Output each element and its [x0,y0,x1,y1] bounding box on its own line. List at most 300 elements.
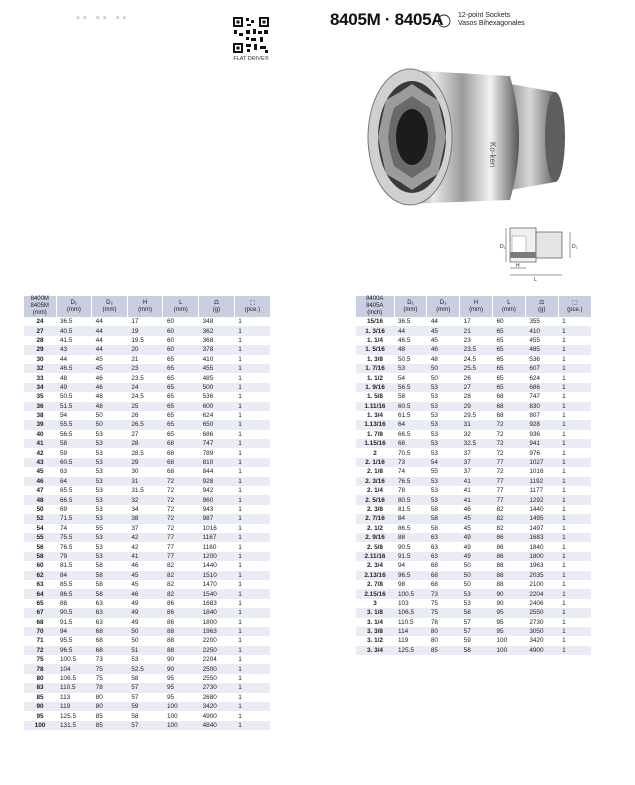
size-cell: 2. 1/16 [356,458,394,467]
table-cell: 95 [163,674,199,683]
size-cell: 2. 9/16 [356,533,394,542]
socket-photo [350,62,570,212]
table-row [24,533,270,542]
table-cell: 85.5 [56,580,92,589]
table-cell: 42 [127,542,163,551]
table-cell: 747 [525,392,558,401]
table-row [356,402,591,411]
column-header-line: L [507,299,511,306]
column-header-line: (mm) [32,310,47,316]
table-cell: 37 [460,467,493,476]
table-cell: 2500 [199,664,235,673]
table-cell: 31 [127,477,163,486]
size-cell: 67 [24,608,56,617]
table-cell: 1177 [525,486,558,495]
table-cell: 95 [492,608,525,617]
table-cell: 1 [558,589,591,598]
table-cell: 103 [394,599,427,608]
table-row [356,646,591,655]
table-cell: 1 [558,402,591,411]
table-cell: 68 [92,636,128,645]
table-cell: 80 [92,702,128,711]
table-cell: 82 [163,580,199,589]
table-cell: 1 [234,533,270,542]
table-cell: 355 [525,317,558,326]
table-cell: 59 [56,448,92,457]
size-cell: 3 [356,599,394,608]
table-cell: 45 [127,571,163,580]
table-cell: 1 [234,674,270,683]
size-cell: 50 [24,505,56,514]
table-cell: 928 [525,420,558,429]
table-row [24,721,270,730]
table-cell: 77 [492,477,525,486]
table-cell: 94 [394,561,427,570]
table-cell: 60 [163,326,199,335]
table-cell: 59 [127,702,163,711]
table-cell: 1 [234,439,270,448]
column-header [163,296,199,317]
table-cell: 26 [127,411,163,420]
table-cell: 100 [163,721,199,730]
table-cell: 49 [127,618,163,627]
table-cell: 27 [127,430,163,439]
table-row [356,467,591,476]
table-cell: 1 [234,411,270,420]
table-cell: 4900 [199,711,235,720]
size-cell: 2. 3/8 [356,505,394,514]
table-cell: 58 [92,580,128,589]
table-cell: 28.5 [127,448,163,457]
table-cell: 1 [558,627,591,636]
table-cell: 72 [163,477,199,486]
table-cell: 37 [460,448,493,457]
table-cell: 60.5 [394,402,427,411]
table-cell: 46.5 [394,336,427,345]
table-cell: 31.5 [127,486,163,495]
table-cell: 1167 [199,533,235,542]
table-cell: 65 [492,336,525,345]
column-header-line: (pce.) [244,306,261,313]
table-cell: 20 [127,345,163,354]
table-cell: 1 [234,571,270,580]
table-cell: 65 [163,373,199,382]
table-cell: 104 [56,664,92,673]
table-cell: 44 [92,345,128,354]
table-cell: 50 [460,571,493,580]
table-cell: 21 [460,326,493,335]
size-cell: 2.11/16 [356,552,394,561]
table-cell: 3050 [525,627,558,636]
table-row [24,514,270,523]
table-cell: 82 [492,524,525,533]
table-cell: 58 [92,571,128,580]
column-header-line: (mm) [102,306,117,313]
table-cell: 88 [492,580,525,589]
description-line-en: 12-point Sockets [458,12,511,19]
table-cell: 40.5 [56,326,92,335]
column-header-line: D₁ [407,299,414,306]
table-cell: 2406 [525,599,558,608]
table-cell: 65 [163,392,199,401]
table-cell: 1 [558,505,591,514]
table-cell: 44 [92,317,128,326]
column-header-line: (g) [212,306,221,313]
table-cell: 91.5 [394,552,427,561]
table-cell: 82 [163,571,199,580]
size-cell: 1. 3/8 [356,355,394,364]
size-cell: 54 [24,524,56,533]
size-cell: 3. 1/2 [356,636,394,645]
size-cell: 1. 7/8 [356,430,394,439]
table-cell: 53 [92,430,128,439]
size-cell: 70 [24,627,56,636]
table-cell: 650 [199,420,235,429]
brand-logo: ▪▪ ▪▪ ▪▪ [76,12,130,24]
table-row [24,420,270,429]
table-cell: 45 [427,336,460,345]
column-header-line: (pce.) [567,306,583,313]
size-cell: 1.15/16 [356,439,394,448]
table-cell: 485 [199,373,235,382]
size-cell: 2 [356,448,394,457]
table-cell: 75 [427,608,460,617]
table-cell: 53 [127,655,163,664]
column-header-line: (mm) [66,306,81,313]
table-cell: 85 [92,721,128,730]
table-row [356,599,591,608]
table-cell: 55 [92,524,128,533]
table-cell: 1 [234,402,270,411]
table-header [24,296,270,317]
table-cell: 106.5 [394,608,427,617]
table-row [24,561,270,570]
table-cell: 58 [427,505,460,514]
table-cell: 65 [163,355,199,364]
table-cell: 1 [558,542,591,551]
table-cell: 1 [558,599,591,608]
table-row [24,580,270,589]
size-cell: 32 [24,364,56,373]
table-cell: 1160 [199,542,235,551]
table-cell: 68 [163,448,199,457]
table-cell: 1 [558,552,591,561]
table-cell: 810 [199,458,235,467]
table-row [356,524,591,533]
table-row [356,495,591,504]
table-cell: 54 [56,411,92,420]
table-row [24,711,270,720]
table-cell: 80 [427,627,460,636]
metric-size-table [24,296,270,730]
table-cell: 53 [427,402,460,411]
table-cell: 58 [127,711,163,720]
size-cell: 2.15/16 [356,589,394,598]
table-cell: 72 [163,495,199,504]
table-cell: 69 [56,505,92,514]
table-cell: 1 [558,326,591,335]
table-cell: 29 [127,458,163,467]
table-cell: 90.5 [394,542,427,551]
table-cell: 28 [460,392,493,401]
table-cell: 63 [92,599,128,608]
table-cell: 1 [558,420,591,429]
table-row [24,599,270,608]
size-cell: 2. 1/8 [356,467,394,476]
table-cell: 53 [427,448,460,457]
table-cell: 48 [56,373,92,382]
column-header-line: H [142,299,148,306]
table-cell: 1963 [199,627,235,636]
table-row [24,467,270,476]
table-row [356,486,591,495]
table-cell: 76.5 [56,542,92,551]
table-cell: 26 [460,373,493,382]
qr-label: FLAT DRIVE® [233,56,269,62]
size-cell: 2. 1/4 [356,486,394,495]
table-cell: 95 [492,618,525,627]
table-cell: 80 [92,693,128,702]
table-cell: 1 [558,495,591,504]
size-cell: 1.11/16 [356,402,394,411]
product-description [458,12,525,28]
table-cell: 686 [199,430,235,439]
table-cell: 1 [558,364,591,373]
size-cell: 100 [24,721,56,730]
column-header-line: (g) [538,306,546,313]
table-cell: 1 [234,392,270,401]
table-cell: 1192 [525,477,558,486]
size-cell: 63 [24,580,56,589]
table-cell: 1495 [525,514,558,523]
table-cell: 60 [492,317,525,326]
table-cell: 60 [163,317,199,326]
table-cell: 44 [427,317,460,326]
table-cell: 37 [127,524,163,533]
table-cell: 44 [92,336,128,345]
table-cell: 1 [558,467,591,476]
size-cell: 90 [24,702,56,711]
table-cell: 1016 [199,524,235,533]
table-cell: 78 [427,618,460,627]
size-cell: 1. 7/16 [356,364,394,373]
size-cell: 2. 3/16 [356,477,394,486]
table-cell: 1 [234,448,270,457]
size-cell: 40 [24,430,56,439]
table-cell: 53 [460,599,493,608]
table-cell: 72 [163,486,199,495]
column-header [356,296,394,317]
table-cell: 96.5 [56,646,92,655]
column-header [492,296,525,317]
table-cell: 68 [92,627,128,636]
table-cell: 100.5 [394,589,427,598]
table-cell: 53 [427,392,460,401]
table-cell: 2730 [525,618,558,627]
table-cell: 95 [492,627,525,636]
table-row [24,571,270,580]
table-cell: 1 [234,486,270,495]
table-row [356,571,591,580]
table-cell: 80 [427,636,460,645]
table-cell: 95 [163,693,199,702]
table-cell: 68 [492,392,525,401]
table-cell: 63 [56,467,92,476]
table-cell: 1 [234,608,270,617]
table-cell: 82 [492,514,525,523]
size-cell: 35 [24,392,56,401]
table-cell: 90 [163,655,199,664]
table-row [356,514,591,523]
table-cell: 1 [558,561,591,570]
table-cell: 53 [92,505,128,514]
size-cell: 29 [24,345,56,354]
table-row [24,458,270,467]
table-cell: 24.5 [460,355,493,364]
table-cell: 1963 [525,561,558,570]
table-cell: 86 [492,552,525,561]
size-cell: 2. 7/16 [356,514,394,523]
size-cell: 56 [24,542,56,551]
table-cell: 68 [492,411,525,420]
column-header [199,296,235,317]
table-cell: 53 [92,448,128,457]
table-cell: 64 [394,420,427,429]
table-cell: 1683 [199,599,235,608]
table-row [24,608,270,617]
table-cell: 41 [460,477,493,486]
table-cell: 100 [492,636,525,645]
table-cell: 23 [127,364,163,373]
table-cell: 31 [460,420,493,429]
size-cell: 30 [24,355,56,364]
table-cell: 1 [558,477,591,486]
table-cell: 53 [92,477,128,486]
table-cell: 125.5 [56,711,92,720]
table-cell: 50.5 [394,355,427,364]
table-row [356,618,591,627]
table-cell: 32 [460,430,493,439]
size-cell: 62 [24,571,56,580]
table-cell: 75 [92,674,128,683]
table-cell: 348 [199,317,235,326]
table-cell: 29.5 [460,411,493,420]
table-cell: 48 [92,402,128,411]
table-cell: 74 [56,524,92,533]
table-cell: 1800 [525,552,558,561]
table-cell: 1 [558,458,591,467]
table-cell: 1 [558,317,591,326]
table-cell: 85 [92,711,128,720]
table-cell: 125.5 [394,646,427,655]
table-row [24,392,270,401]
table-cell: 95 [163,683,199,692]
table-cell: 75.5 [56,533,92,542]
table-row [24,326,270,335]
table-cell: 53 [427,439,460,448]
table-row [356,589,591,598]
table-row [24,664,270,673]
table-cell: 1440 [525,505,558,514]
table-cell: 1 [234,711,270,720]
column-header-line: ⬚ [249,299,256,306]
table-cell: 1 [234,561,270,570]
table-cell: 84 [56,571,92,580]
size-cell: 2. 7/8 [356,580,394,589]
table-cell: 49 [460,552,493,561]
table-cell: 65 [163,411,199,420]
table-cell: 1 [234,618,270,627]
table-cell: 72 [163,524,199,533]
column-header [234,296,270,317]
table-row [24,674,270,683]
table-cell: 789 [199,448,235,457]
table-cell: 56.5 [56,430,92,439]
table-cell: 1 [558,608,591,617]
table-cell: 410 [525,326,558,335]
table-cell: 24.5 [127,392,163,401]
table-cell: 52.5 [127,664,163,673]
size-cell: 43 [24,458,56,467]
qr-code-icon [232,16,270,54]
table-cell: 63 [92,608,128,617]
table-cell: 17 [460,317,493,326]
table-row [356,383,591,392]
table-cell: 68 [394,439,427,448]
table-cell: 58 [92,561,128,570]
size-cell: 1. 3/4 [356,411,394,420]
table-cell: 455 [199,364,235,373]
twelve-point-icon [437,14,451,28]
table-cell: 98 [394,580,427,589]
table-cell: 46 [460,505,493,514]
table-cell: 2730 [199,683,235,692]
column-header-line: L [179,299,183,306]
table-row [24,355,270,364]
table-cell: 1 [234,636,270,645]
table-cell: 1 [558,571,591,580]
table-cell: 1 [558,636,591,645]
table-cell: 24 [127,383,163,392]
column-header-line: (inch) [367,310,383,316]
size-cell: 83 [24,683,56,692]
table-cell: 58 [427,524,460,533]
size-cell: 65 [24,599,56,608]
size-cell: 71 [24,636,56,645]
table-cell: 70.5 [394,448,427,457]
size-cell: 1. 9/16 [356,383,394,392]
table-row [356,505,591,514]
table-cell: 61.5 [394,411,427,420]
table-cell: 49 [127,599,163,608]
table-cell: 1683 [525,533,558,542]
size-cell: 68 [24,618,56,627]
table-cell: 55 [427,467,460,476]
table-cell: 1 [558,646,591,655]
table-cell: 1 [234,430,270,439]
table-cell: 2250 [199,646,235,655]
size-cell: 28 [24,336,56,345]
table-cell: 1027 [525,458,558,467]
table-row [24,589,270,598]
table-row [356,326,591,335]
diagram-label-d2: D₂ [572,244,578,250]
table-cell: 48 [427,355,460,364]
column-header [460,296,493,317]
table-cell: 48 [394,345,427,354]
column-header [127,296,163,317]
table-cell: 46 [92,373,128,382]
